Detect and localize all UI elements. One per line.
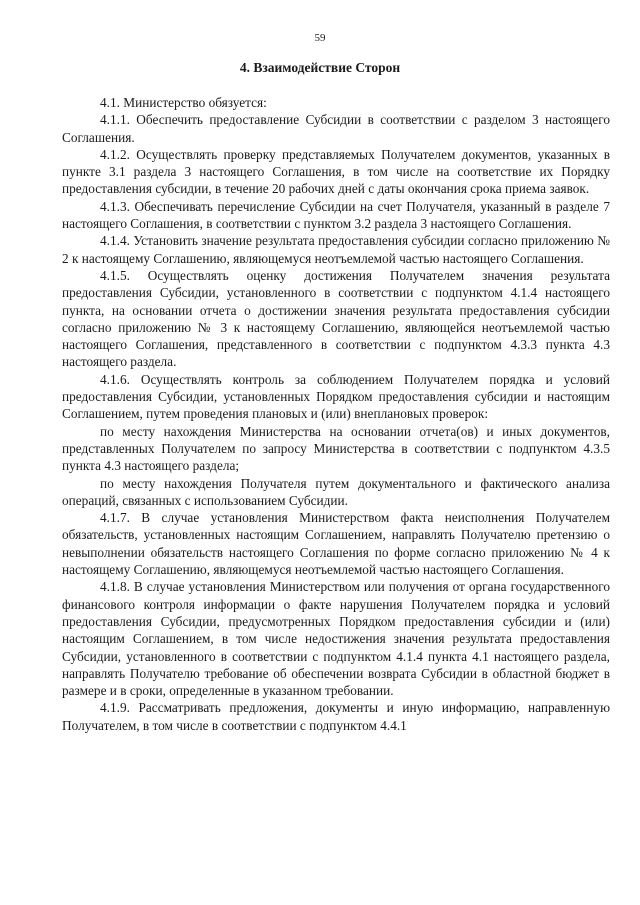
paragraph-4-1-1: 4.1.1. Обеспечить предоставление Субсидии в соответствии с разделом 3 настоящего Соглашения. (62, 112, 610, 145)
paragraph-4-1: 4.1. Министерство обязуется: (100, 95, 267, 110)
document-body (62, 94, 610, 734)
page-number: 59 (314, 32, 326, 44)
paragraph-4-1-2: 4.1.2. Осуществлять проверку представляемых Получателем документов, указанных в пункте 3.1 раздела 3 настоящего Соглашения, в том числе на соответствие их Порядку предоставления субсидии, в течение 20 рабочих дней с даты окончания срока приема заявок. (62, 146, 610, 197)
paragraph-4-1-9: 4.1.9. Рассматривать предложения, документы и иную информацию, направленную Получателем, в том числе в соответствии с подпунктом 4.4.1 (62, 700, 610, 733)
paragraph-4-1-6: 4.1.6. Осуществлять контроль за соблюдением Получателем порядка и условий предоставления Субсидии, установленных Порядком предоставления субсидии и настоящим Соглашением, путем проведения плановых и (или) внеплановых проверок: (62, 371, 610, 422)
paragraph-4-1-4: 4.1.4. Установить значение результата предоставления субсидии согласно приложению № 2 к настоящему Соглашению, являющемуся неотъемлемой частью настоящего Соглашения. (62, 233, 610, 266)
paragraph-4-1-6-item-recipient: по месту нахождения Получателя путем документального и фактического анализа операций, связанных с использованием Субсидии. (62, 475, 610, 508)
paragraph-4-1-8: 4.1.8. В случае установления Министерством или получения от органа государственного финансового контроля информации о факте нарушения Получателем порядка и условий предоставления Субсидии, предусмотренных Порядком предоставления субсидии и (или) настоящим Соглашением, в том числе недостижения значения результата предоставления Субсидии, установленного в соответствии с подпунктом 4.1.4 пункта 4.1 настоящего раздела, направлять Получателю требование об обеспечении возврата Субсидии в областной бюджет в размере и в сроки, определенные в указанном требовании. (62, 579, 610, 699)
paragraph-4-1-7: 4.1.7. В случае установления Министерством факта неисполнения Получателем обязательств, установленных настоящим Соглашением, направлять Получателю претензию о невыполнении обязательств настоящего Соглашения по форме согласно приложению № 4 к настоящему Соглашению, являющемуся неотъемлемой частью настоящего Соглашения. (62, 510, 610, 578)
paragraph-4-1-3: 4.1.3. Обеспечивать перечисление Субсидии на счет Получателя, указанный в разделе 7 настоящего Соглашения, в соответствии с пунктом 3.2 раздела 3 настоящего Соглашения. (62, 198, 610, 232)
section-title: 4. Взаимодействие Сторон (239, 60, 401, 75)
paragraph-4-1-6-item-ministry: по месту нахождения Министерства на основании отчета(ов) и иных документов, представленных Получателем по запросу Министерства в соответствии с подпунктом 4.3.5 пункта 4.3 настоящего раздела; (62, 423, 610, 474)
paragraph-4-1-5: 4.1.5. Осуществлять оценку достижения Получателем значения результата предоставления Субсидии, установленного в соответствии с подпунктом 4.1.4 настоящего пункта, на основании отчета о достижении значения результата предоставления субсидии согласно приложению № 3 к настоящему Соглашению, являющейся неотъемлемой частью настоящего Соглашения, представленного в соответствии с подпунктом 4.3.3 пункта 4.3 настоящего раздела. (62, 267, 610, 370)
